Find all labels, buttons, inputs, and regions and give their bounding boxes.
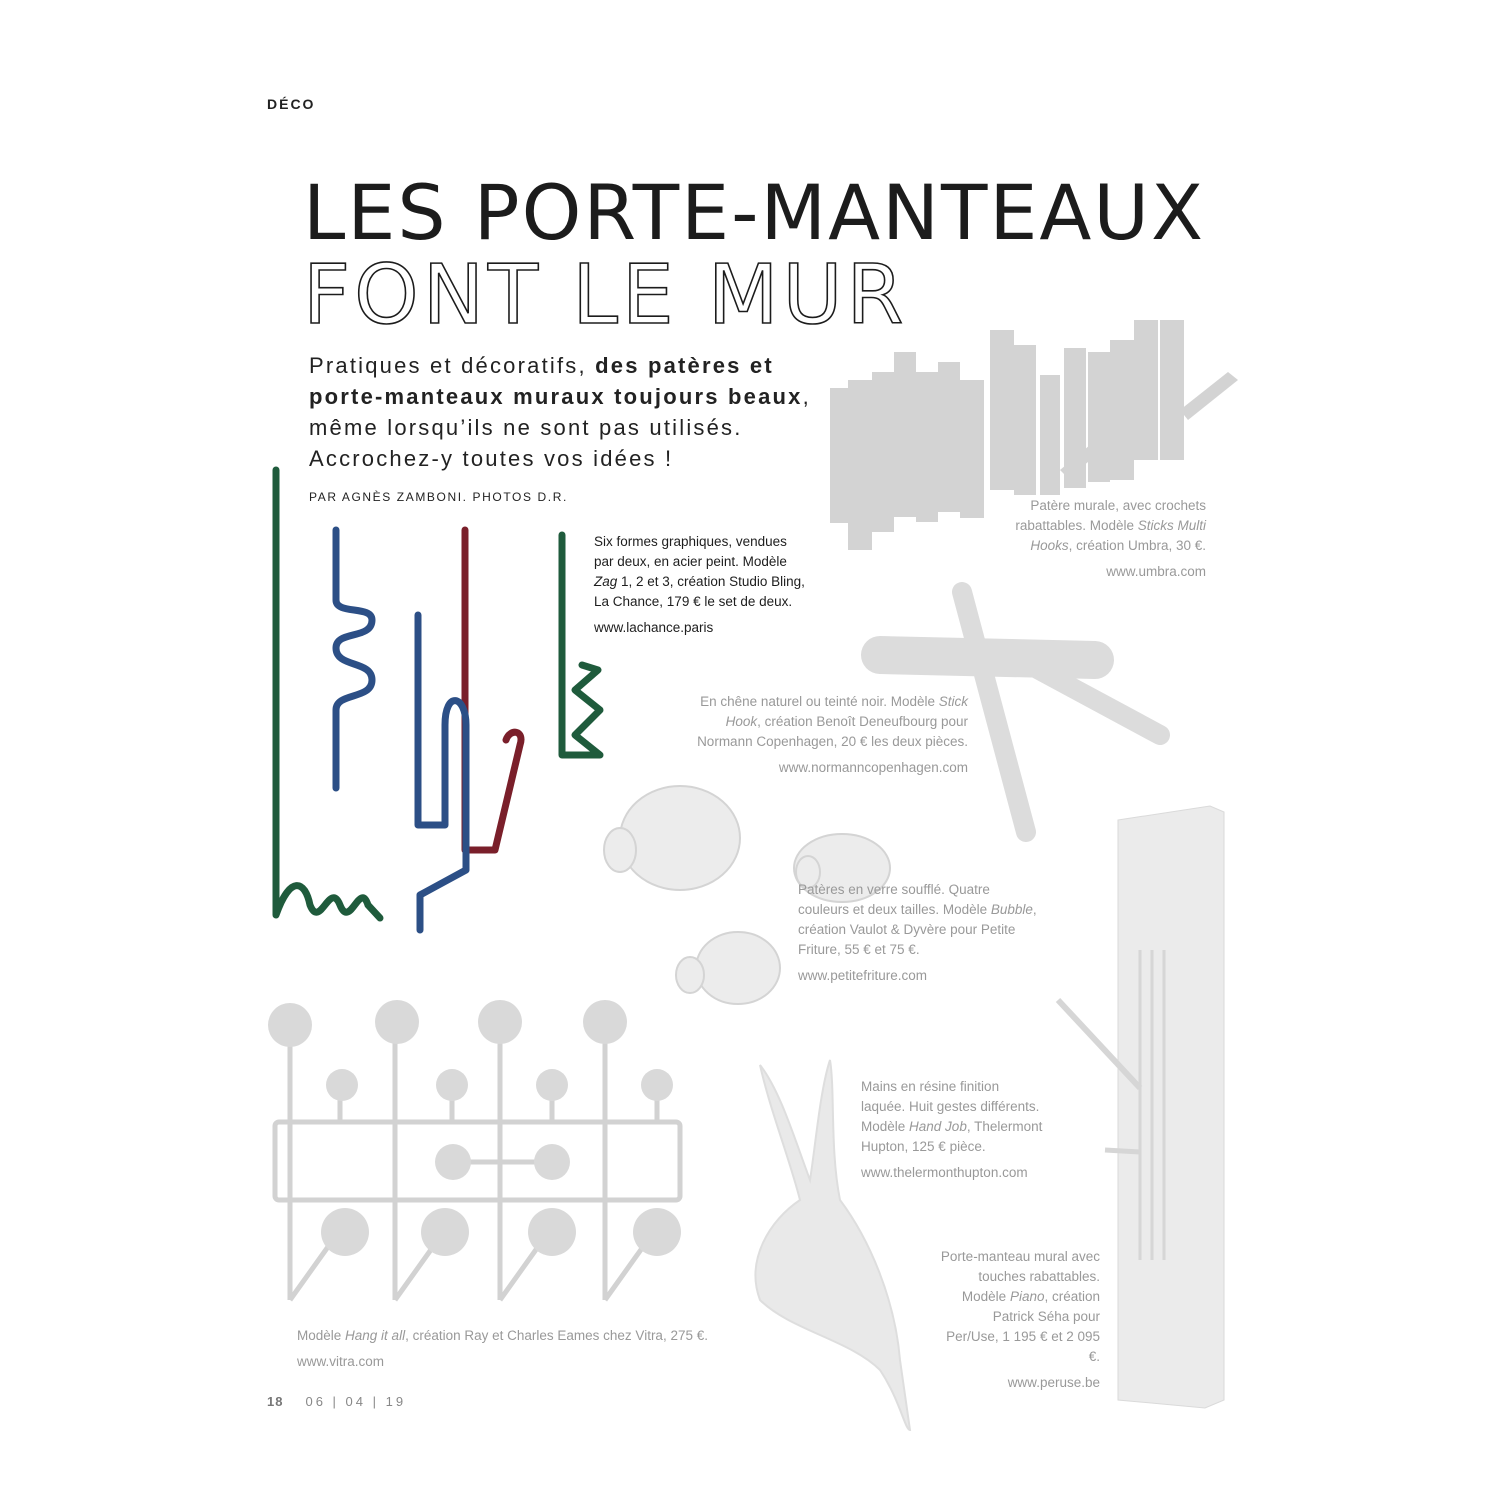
- caption-url: www.normanncopenhagen.com: [778, 760, 968, 775]
- caption-url: www.thelermonthupton.com: [861, 1165, 1028, 1180]
- page-number: 18: [267, 1394, 284, 1409]
- zag-hooks-image: [276, 470, 600, 930]
- caption-model: Piano: [1009, 1289, 1045, 1304]
- caption-text: Six formes graphiques, vendues par deux, en acier peint. Modèle: [594, 534, 787, 569]
- caption-model: Stick Hook: [725, 694, 968, 729]
- caption-url: www.umbra.com: [1106, 564, 1206, 579]
- caption-model: Hand Job: [909, 1119, 967, 1134]
- caption-model: Sticks Multi Hooks: [1030, 518, 1206, 553]
- caption-model: Bubble: [990, 902, 1033, 917]
- page-folio: [267, 1394, 406, 1409]
- headline-line-1: LES PORTE-MANTEAUX: [303, 168, 1206, 257]
- caption-url: www.peruse.be: [1007, 1375, 1100, 1390]
- caption-text: 1, 2 et 3, création Studio Bling, La Chance, 179 € le set de deux.: [594, 574, 805, 609]
- caption-sticks: [1010, 496, 1206, 582]
- intro-rest: , même lorsqu’ils ne sont pas utilisés. Accrochez-y toutes vos idées !: [309, 384, 811, 471]
- caption-text: Patère murale, avec crochets rabattables. Modèle: [1015, 498, 1206, 533]
- caption-piano: [940, 1247, 1100, 1393]
- caption-url: www.petitefriture.com: [798, 968, 928, 983]
- hang-it-all-balls: [268, 1000, 681, 1256]
- caption-text: , Thelermont Hupton, 125 € pièce.: [861, 1119, 1043, 1154]
- caption-text: Modèle: [297, 1328, 346, 1343]
- caption-bubble: [798, 880, 1043, 986]
- caption-stick-hook: [685, 692, 968, 778]
- caption-text: En chêne naturel ou teinté noir. Modèle: [700, 694, 939, 709]
- issue-date: 06 | 04 | 19: [305, 1394, 407, 1409]
- caption-hang-it-all: [297, 1326, 717, 1372]
- caption-hand-job: [861, 1077, 1046, 1183]
- caption-text: , création Benoît Deneufbourg pour Normann Copenhagen, 20 € les deux pièces.: [697, 714, 968, 749]
- caption-text: Patères en verre soufflé. Quatre couleurs et deux tailles. Modèle: [798, 882, 991, 917]
- caption-text: , création Ray et Charles Eames chez Vitra, 275 €.: [405, 1328, 708, 1343]
- caption-zag: [594, 532, 809, 638]
- caption-text: , création Patrick Séha pour Per/Use, 1 195 € et 2 095 €.: [946, 1289, 1100, 1364]
- caption-text: , création Umbra, 30 €.: [1068, 538, 1206, 553]
- caption-text: , création Vaulot & Dyvère pour Petite Friture, 55 € et 75 €.: [798, 902, 1037, 957]
- byline: PAR AGNÈS ZAMBONI. PHOTOS D.R.: [309, 490, 568, 504]
- caption-text: Porte-manteau mural avec touches rabattables. Modèle: [940, 1249, 1100, 1304]
- caption-url: www.vitra.com: [297, 1354, 385, 1369]
- intro-bold: des patères et porte-manteaux muraux toujours beaux: [309, 353, 803, 409]
- caption-url: www.lachance.paris: [594, 620, 714, 635]
- section-kicker: DÉCO: [267, 96, 316, 112]
- intro-lead: Pratiques et décoratifs,: [309, 353, 596, 378]
- caption-text: Mains en résine finition laquée. Huit gestes différents. Modèle: [861, 1079, 1040, 1134]
- intro-paragraph: [309, 350, 829, 474]
- caption-model: Hang it all: [345, 1328, 406, 1343]
- caption-model: Zag: [594, 574, 618, 589]
- headline-line-2-text: FONT LE MUR: [303, 248, 908, 343]
- headline-line-2: [303, 248, 908, 343]
